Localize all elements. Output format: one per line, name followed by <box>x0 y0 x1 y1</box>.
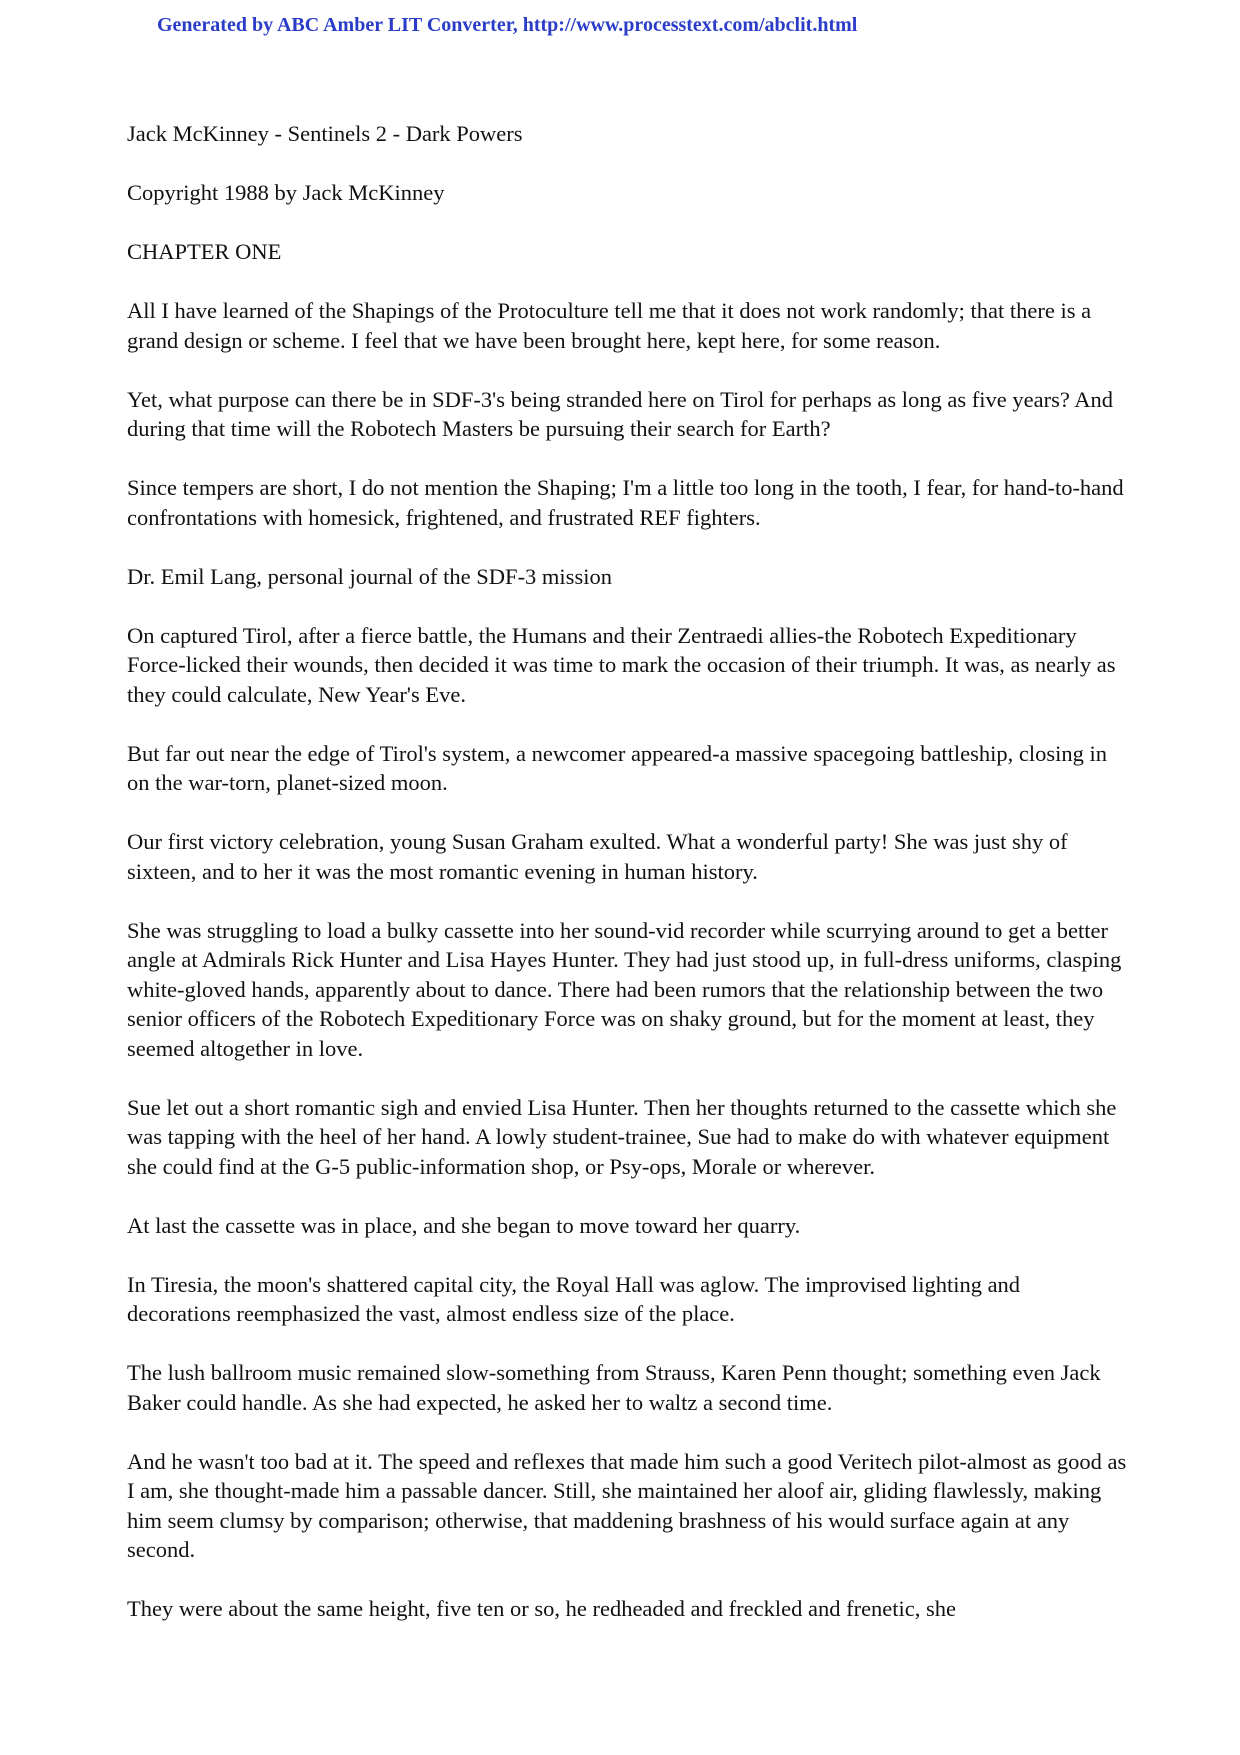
paragraph: Sue let out a short romantic sigh and envied Lisa Hunter. Then her thoughts returned to the cassette which she was tapping with the heel of her hand. A lowly student-trainee, Sue had to make do with whatever equipment she could find at the G-5 public-information shop, or Psy-ops, Morale or wherever. <box>127 1094 1117 1179</box>
converter-link[interactable]: Generated by ABC Amber LIT Converter, http://www.processtext.com/abclit.html <box>157 14 858 36</box>
paragraph: At last the cassette was in place, and she began to move toward her quarry. <box>127 1212 801 1238</box>
paragraph: She was struggling to load a bulky cassette into her sound-vid recorder while scurrying around to get a better angle at Admirals Rick Hunter and Lisa Hayes Hunter. They had just stood up, in full-dress uniforms, clasping white-gloved hands, apparently about to dance. There had been rumors that the relationship between the two senior officers of the Robotech Expeditionary Force was on shaky ground, but for the moment at least, they seemed altogether in love. <box>127 917 1122 1061</box>
paragraph: But far out near the edge of Tirol's system, a newcomer appeared-a massive spacegoing battleship, closing in on the war-torn, planet-sized moon. <box>127 740 1108 795</box>
copyright-line: Copyright 1988 by Jack McKinney <box>127 180 445 205</box>
paragraph: They were about the same height, five ten or so, he redheaded and freckled and frenetic, she <box>127 1596 957 1621</box>
paragraph: The lush ballroom music remained slow-something from Strauss, Karen Penn thought; something even Jack Baker could handle. As she had expected, he asked her to waltz a second time. <box>127 1360 1101 1415</box>
paragraph: All I have learned of the Shapings of the Protoculture tell me that it does not work randomly; that there is a grand design or scheme. I feel that we have been brought here, kept here, for some reason. <box>127 298 1092 353</box>
paragraph: On captured Tirol, after a fierce battle, the Humans and their Zentraedi allies-the Robotech Expeditionary Force-licked their wounds, then decided it was time to mark the occasion of their triumph. It was, as nearly as they could calculate, New Year's Eve. <box>127 622 1116 707</box>
chapter-heading: CHAPTER ONE <box>127 239 282 264</box>
paragraph: Our first victory celebration, young Susan Graham exulted. What a wonderful party! She was just shy of sixteen, and to her it was the most romantic evening in human history. <box>127 829 1068 884</box>
document-body <box>127 119 1127 1653</box>
paragraph: In Tiresia, the moon's shattered capital city, the Royal Hall was aglow. The improvised lighting and decorations reemphasized the vast, almost endless size of the place. <box>127 1271 1021 1326</box>
paragraph: Yet, what purpose can there be in SDF-3's being stranded here on Tirol for perhaps as long as five years? And during that time will the Robotech Masters be pursuing their search for Earth? <box>127 386 1113 441</box>
paragraph: Since tempers are short, I do not mention the Shaping; I'm a little too long in the tooth, I fear, for hand-to-hand confrontations with homesick, frightened, and frustrated REF fighters. <box>127 475 1124 530</box>
journal-attribution: Dr. Emil Lang, personal journal of the SDF-3 mission <box>127 563 612 589</box>
book-title-line: Jack McKinney - Sentinels 2 - Dark Powers <box>127 121 523 146</box>
paragraph: And he wasn't too bad at it. The speed and reflexes that made him such a good Veritech pilot-almost as good as I am, she thought-made him a passable dancer. Still, she maintained her aloof air, gliding flawlessly, making him seem clumsy by comparison; otherwise, that maddening brashness of his would surface again at any second. <box>127 1448 1127 1562</box>
